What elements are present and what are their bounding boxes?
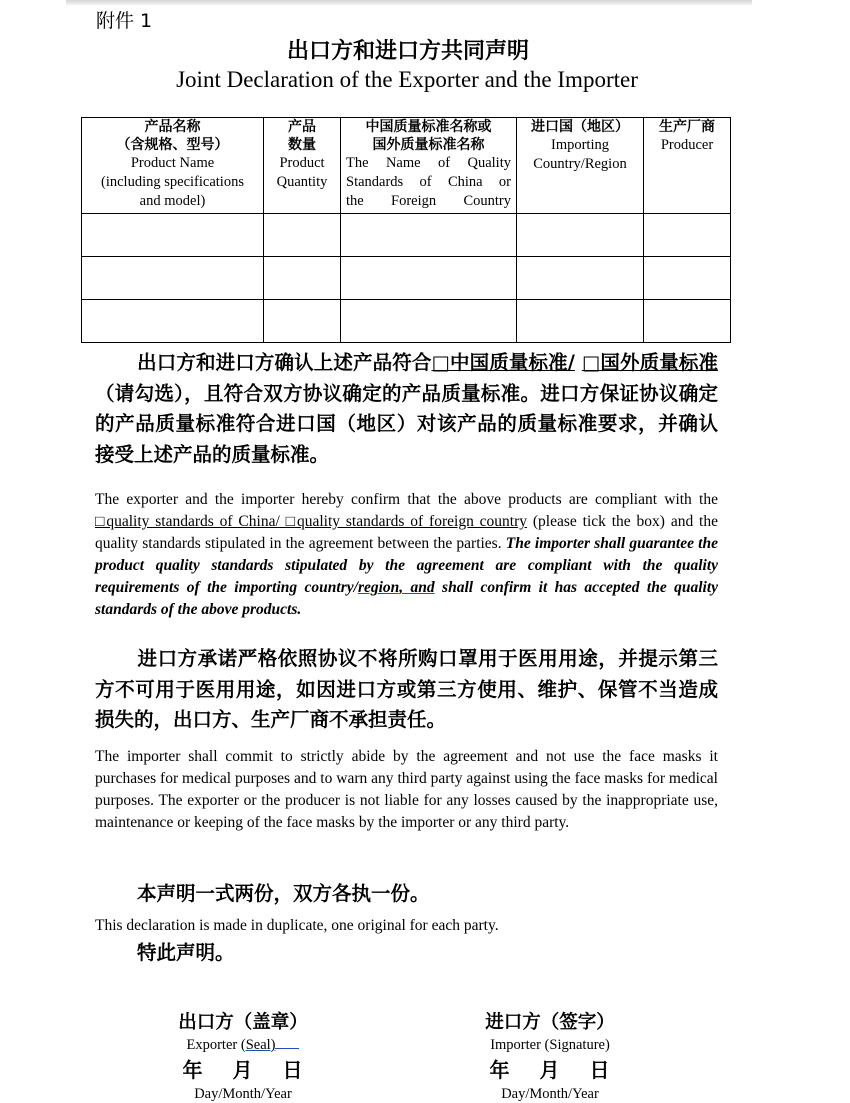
importer-date-en: Day/Month/Year (501, 1086, 599, 1102)
para-text: (please tick the box) and the quality standards stipulated in the agreement between the parties. (95, 513, 718, 552)
header-quality-standard (341, 118, 517, 214)
para-text-bold-italic: shall confirm it has accepted the quality standards of the above products. (95, 579, 719, 618)
table-cell[interactable] (517, 300, 644, 343)
header-en-line: Product (279, 155, 325, 171)
date-year: 年 (489, 1058, 511, 1082)
seal-field[interactable]: Seal) (245, 1037, 276, 1053)
header-en-line: Product Name (130, 155, 215, 171)
importer-signature-label-cn: 进口方（签字） (485, 1012, 615, 1033)
seal-line (275, 1047, 299, 1049)
duplicate-paragraph-cn (95, 879, 718, 910)
importer-signature-label-en[interactable]: Importer (Signature) (490, 1037, 610, 1053)
table-header-row (82, 118, 731, 214)
commitment-paragraph-en: The importer shall commit to strictly abide by the agreement and not use the face masks it purchases for medical purposes and to warn any third party against using the face masks for medical purposes. The exporter or the producer is not liable for any losses caused by the inappropriate use, maintenance or keeping of the face masks by the importer or any third party. (95, 748, 718, 831)
header-cn-line: 产品名称 (144, 119, 201, 135)
header-cn-line: （含规格、型号） (116, 137, 229, 153)
attachment-label: 附件 1 (96, 10, 153, 32)
table-row (82, 300, 731, 343)
title-english: Joint Declaration of the Exporter and the Importer (176, 67, 638, 92)
para-text-bold-italic: region, and (357, 579, 435, 596)
header-en-line: Producer (660, 137, 714, 153)
header-en-line: and model) (139, 193, 206, 209)
header-product-quantity (264, 118, 341, 214)
header-cn-line: 产品 (288, 119, 316, 135)
table-cell[interactable] (644, 300, 731, 343)
hereby-declare-cn (95, 938, 718, 969)
exporter-seal-label-cn: 出口方（盖章） (178, 1012, 308, 1033)
exporter-seal-label-en (163, 1037, 323, 1054)
para-text: （请勾选），且符合双方协议确定的产品质量标准。进口方保证协议确定的产品质量标准符合进口国（地区）对该产品的质量标准要求，并确认接受上述产品的质量标准。 (95, 381, 718, 466)
para-text-bold-italic: The importer shall guarantee the product quality standards stipulated by the agreement are compliant with the quality requirements of the importing country/ (95, 535, 718, 596)
foreign-standard-checkbox-option[interactable]: □国外质量标准 (581, 351, 718, 374)
date-day: 日 (282, 1058, 304, 1082)
table-cell[interactable] (341, 214, 517, 257)
date-month: 月 (232, 1058, 254, 1082)
table-row (82, 214, 731, 257)
table-cell[interactable] (264, 214, 341, 257)
header-cn-line: 国外质量标准名称 (372, 137, 485, 153)
table-row (82, 257, 731, 300)
header-en-line: Standards of China or (346, 174, 511, 190)
date-year: 年 (182, 1058, 204, 1082)
table-cell[interactable] (82, 214, 264, 257)
header-en-line: Country/Region (533, 156, 627, 172)
commitment-paragraph-cn (95, 644, 718, 736)
table-cell[interactable] (644, 214, 731, 257)
table-cell[interactable] (517, 214, 644, 257)
para-text: 本声明一式两份，双方各执一份。 (137, 882, 430, 905)
header-product-name (82, 118, 264, 214)
date-month: 月 (539, 1058, 561, 1082)
header-en-line: Importing (551, 137, 609, 153)
table-cell[interactable] (82, 300, 264, 343)
exporter-date-en: Day/Month/Year (194, 1086, 292, 1102)
table-cell[interactable] (341, 257, 517, 300)
exporter-date-cn[interactable] (163, 1054, 323, 1083)
header-cn-line: 进口国（地区） (531, 119, 629, 135)
para-text (575, 351, 582, 374)
china-standard-checkbox-option[interactable]: □中国质量标准/ (431, 351, 575, 374)
header-cn-line: 生产厂商 (659, 119, 715, 135)
header-producer (644, 118, 731, 214)
header-en-line: Quantity (276, 174, 328, 190)
header-cn-line: 数量 (288, 137, 316, 153)
declaration-table (81, 117, 731, 343)
table-cell[interactable] (264, 300, 341, 343)
header-en-line: (including specifications (101, 174, 244, 190)
table-cell[interactable] (644, 257, 731, 300)
para-text: 进口方承诺严格依照协议不将所购口罩用于医用用途，并提示第三方不可用于医用用途，如因进口方或第三方使用、维护、保管不当造成损失的，出口方、生产厂商不承担责任。 (95, 647, 718, 731)
header-en-line: The Name of Quality (346, 155, 511, 171)
duplicate-paragraph-en: This declaration is made in duplicate, one original for each party. (95, 917, 499, 934)
table-cell[interactable] (82, 257, 264, 300)
header-cn-line: 中国质量标准名称或 (365, 119, 492, 135)
exporter-signature-block (163, 1008, 323, 1103)
confirmation-paragraph-cn (95, 348, 718, 470)
table-cell[interactable] (341, 300, 517, 343)
importer-date-cn[interactable] (470, 1054, 630, 1083)
title-chinese: 出口方和进口方共同声明 (286, 39, 529, 64)
standard-checkbox-options-en[interactable]: □quality standards of China/ □quality standards of foreign country (95, 513, 528, 530)
window-top-bar (66, 0, 752, 5)
table-cell[interactable] (517, 257, 644, 300)
header-importing-country (517, 118, 644, 214)
para-text: The exporter and the importer hereby confirm that the above products are compliant with the (95, 491, 718, 508)
date-day: 日 (589, 1058, 611, 1082)
confirmation-paragraph-en (95, 489, 718, 621)
para-text: 出口方和进口方确认上述产品符合 (137, 351, 432, 374)
header-en-line: the Foreign Country (346, 193, 511, 209)
importer-signature-block (470, 1008, 630, 1103)
para-text: 特此声明。 (137, 941, 235, 964)
table-cell[interactable] (264, 257, 341, 300)
label-text: Exporter ( (186, 1037, 246, 1053)
